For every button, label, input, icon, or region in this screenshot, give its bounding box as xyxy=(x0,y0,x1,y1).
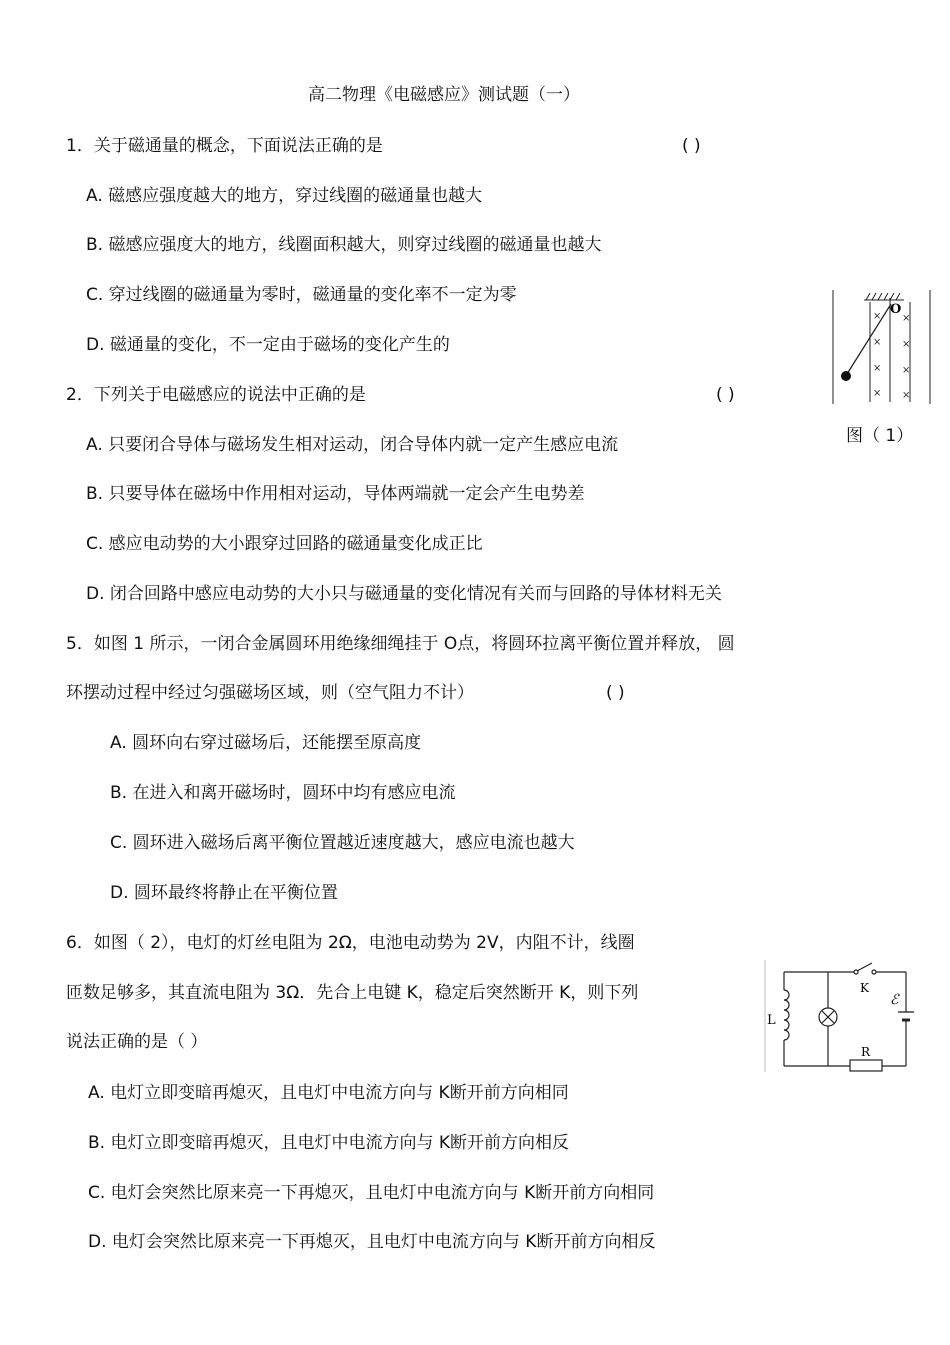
q2-option-b[interactable]: B. 只要导体在磁场中作用相对运动，导体两端就一定会产生电势差 xyxy=(86,484,585,504)
q2-option-d[interactable]: D. 闭合回路中感应电动势的大小只与磁通量的变化情况有关而与回路的导体材料无关 xyxy=(86,584,722,604)
svg-text:×: × xyxy=(873,363,882,374)
q5-option-c[interactable]: C. 圆环进入磁场后离平衡位置越近速度越大，感应电流也越大 xyxy=(110,833,575,853)
svg-text:×: × xyxy=(873,311,882,322)
switch-k-icon xyxy=(854,963,876,974)
q6-option-a[interactable]: A. 电灯立即变暗再熄灭，且电灯中电流方向与 K断开前方向相同 xyxy=(88,1083,569,1103)
q6-stem-line3: 说法正确的是（ ） xyxy=(66,1032,208,1052)
q5-option-b[interactable]: B. 在进入和离开磁场时，圆环中均有感应电流 xyxy=(110,783,456,803)
lamp-icon xyxy=(819,1008,837,1026)
q1-option-a[interactable]: A. 磁感应强度越大的地方，穿过线圈的磁通量也越大 xyxy=(86,186,483,206)
inductor-l-label: L xyxy=(767,1013,776,1028)
figure-1-pendulum-diagram xyxy=(830,288,935,406)
q1-option-c[interactable]: C. 穿过线圈的磁通量为零时，磁通量的变化率不一定为零 xyxy=(86,285,517,305)
svg-text:×: × xyxy=(873,337,882,348)
q6-option-d[interactable]: D. 电灯会突然比原来亮一下再熄灭，且电灯中电流方向与 K断开前方向相反 xyxy=(88,1232,656,1252)
svg-text:×: × xyxy=(902,390,911,401)
q2-option-c[interactable]: C. 感应电动势的大小跟穿过回路的磁通量变化成正比 xyxy=(86,534,483,554)
q5-answer-bracket[interactable]: ( ) xyxy=(606,683,625,703)
metal-ring xyxy=(841,371,851,381)
figure-2-circuit-diagram xyxy=(764,960,919,1075)
svg-text:×: × xyxy=(873,388,882,399)
q5-stem-line2: 环摆动过程中经过匀强磁场区域，则（空气阻力不计） xyxy=(66,683,474,703)
q5-stem-line1: 5．如图 1 所示，一闭合金属圆环用绝缘细绳挂于 O点，将圆环拉离平衡位置并释放， 圆 xyxy=(66,634,735,654)
q2-stem: 2．下列关于电磁感应的说法中正确的是 xyxy=(66,385,366,405)
pivot-o-label: O xyxy=(890,302,902,317)
switch-k-label: K xyxy=(860,981,869,995)
svg-text:×: × xyxy=(902,313,911,324)
q5-option-a[interactable]: A. 圆环向右穿过磁场后，还能摆至原高度 xyxy=(110,733,422,753)
q6-stem-line1: 6．如图（ 2），电灯的灯丝电阻为 2Ω，电池电动势为 2V，内阻不计，线圈 xyxy=(66,933,635,953)
resistor-r-label: R xyxy=(861,1045,871,1059)
q1-option-d[interactable]: D. 磁通量的变化，不一定由于磁场的变化产生的 xyxy=(86,335,450,355)
page-title: 高二物理《电磁感应》测试题（一） xyxy=(308,85,580,105)
q1-answer-bracket[interactable]: ( ) xyxy=(682,136,701,156)
figure-1-caption: 图（ 1） xyxy=(846,426,914,446)
q2-answer-bracket[interactable]: ( ) xyxy=(716,385,735,405)
q6-option-b[interactable]: B. 电灯立即变暗再熄灭，且电灯中电流方向与 K断开前方向相反 xyxy=(88,1133,570,1153)
inductor-coil-icon xyxy=(784,990,789,1040)
q6-option-c[interactable]: C. 电灯会突然比原来亮一下再熄灭，且电灯中电流方向与 K断开前方向相同 xyxy=(88,1183,655,1203)
battery-icon xyxy=(898,1012,914,1020)
svg-text:×: × xyxy=(902,339,911,350)
ceiling-hatch-icon xyxy=(864,293,904,300)
emf-label: ℰ xyxy=(890,992,899,1008)
q1-option-b[interactable]: B. 磁感应强度大的地方，线圈面积越大，则穿过线圈的磁通量也越大 xyxy=(86,235,602,255)
svg-text:×: × xyxy=(902,365,911,376)
q2-option-a[interactable]: A. 只要闭合导体与磁场发生相对运动，闭合导体内就一定产生感应电流 xyxy=(86,435,619,455)
q5-option-d[interactable]: D. 圆环最终将静止在平衡位置 xyxy=(110,883,338,903)
resistor-r-icon xyxy=(850,1060,882,1071)
q6-stem-line2: 匝数足够多，其直流电阻为 3Ω．先合上电键 K，稳定后突然断开 K，则下列 xyxy=(66,983,639,1003)
q1-stem: 1．关于磁通量的概念，下面说法正确的是 xyxy=(66,136,383,156)
pendulum-string xyxy=(847,304,891,374)
